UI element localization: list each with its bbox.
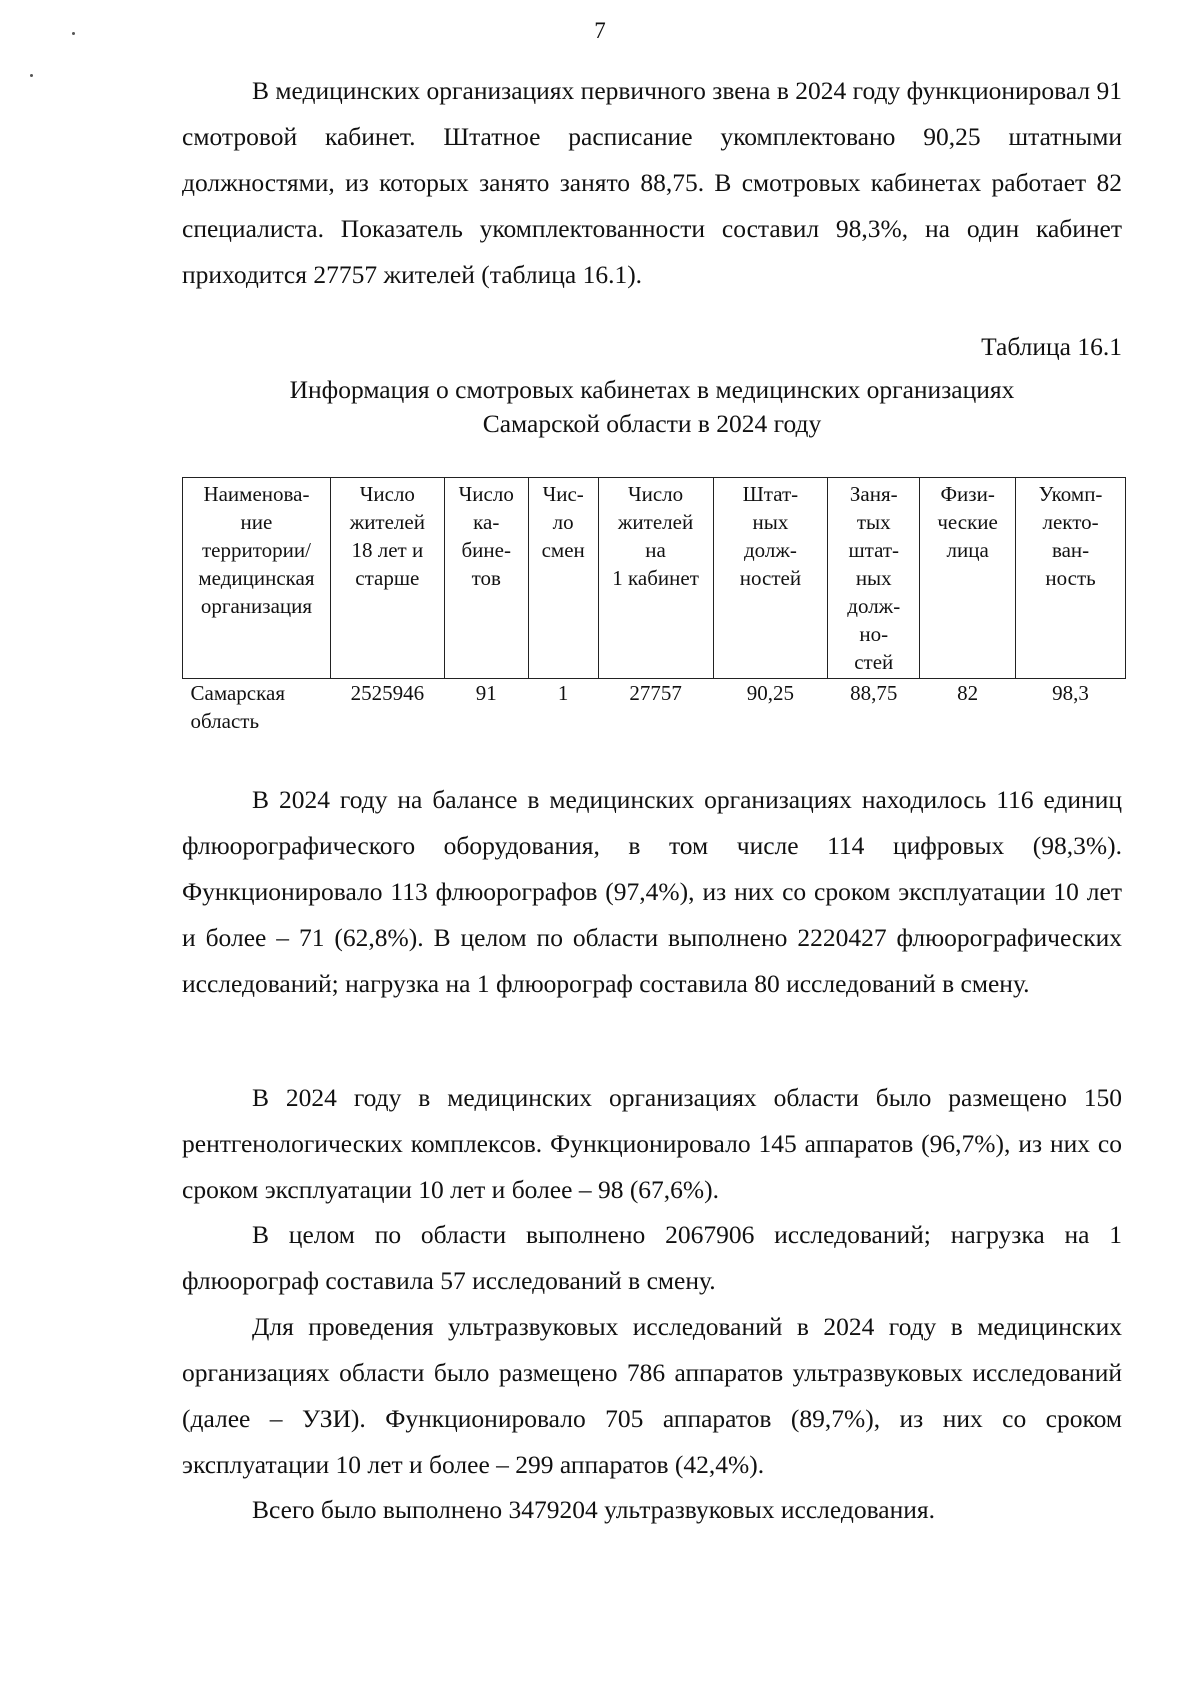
cell-residents-18-plus: 2525946 <box>350 681 425 705</box>
paragraph-screening-rooms: В медицинских организациях первичного звена в 2024 году функционировал 91 смотровой кабинет. Штатное расписание укомплектовано 90,25 штатными должностями, из которых занято занято 88,75. В смотровых кабинетах работает 82 специалиста. Показатель укомплектованности составил 98,3%, на один кабинет приходится 27757 жителей (таблица 16.1). <box>182 76 1122 289</box>
header-residents-per-room: Число жителей на 1 кабинет <box>598 478 713 679</box>
table-number: Таблица 16.1 <box>981 332 1122 361</box>
header-rooms-count: Число ка- бине- тов <box>444 478 528 679</box>
table-header-row <box>183 478 1126 679</box>
table-caption-line: Информация о смотровых кабинетах в медицинских организациях <box>289 375 1015 404</box>
cell-residents-per-room: 27757 <box>629 681 682 705</box>
cell-shifts-count: 1 <box>557 681 569 705</box>
header-territory: Наименова- ние территории/ медицинская организация <box>183 478 331 679</box>
header-staffing-rate: Укомп- лекто- ван- ность <box>1016 478 1126 679</box>
screening-rooms-table <box>182 477 1126 741</box>
header-staff-positions: Штат- ных долж- ностей <box>713 478 828 679</box>
cell-rooms-count: 91 <box>475 681 497 705</box>
header-individuals: Физи- ческие лица <box>920 478 1016 679</box>
cell-individuals: 82 <box>957 681 979 705</box>
paragraph-xray-complexes: В 2024 году в медицинских организациях области было размещено 150 рентгенологических комплексов. Функционировало 145 аппаратов (96,7%), из них со сроком эксплуатации 10 лет и более – 98 (67,6%). <box>182 1083 1122 1204</box>
scan-speck <box>72 32 75 35</box>
page-number: 7 <box>594 18 606 43</box>
paragraph-ultrasound-devices: Для проведения ультразвуковых исследований в 2024 году в медицинских организациях области было размещено 786 аппаратов ультразвуковых исследований (далее – УЗИ). Функционировало 705 аппаратов (89,7%), из них со сроком эксплуатации 10 лет и более – 299 аппаратов (42,4%). <box>182 1312 1122 1479</box>
cell-staff-positions: 90,25 <box>746 681 795 705</box>
cell-territory: Самарская область <box>190 681 285 733</box>
paragraph-fluorography: В 2024 году на балансе в медицинских организациях находилось 116 единиц флюорографического оборудования, в том числе 114 цифровых (98,3%). Функционировало 113 флюорографов (97,4%), из них со сроком эксплуатации 10 лет и более – 71 (62,8%). В целом по области выполнено 2220427 флюорографических исследований; нагрузка на 1 флюорограф составила 80 исследований в смену. <box>182 785 1122 998</box>
paragraph-xray-studies: В целом по области выполнено 2067906 исследований; нагрузка на 1 флюорограф составила 57 исследований в смену. <box>182 1220 1122 1295</box>
table-caption-line: Самарской области в 2024 году <box>482 409 822 438</box>
header-residents-18-plus: Число жителей 18 лет и старше <box>330 478 444 679</box>
table-caption <box>182 373 1122 441</box>
cell-staffing-rate: 98,3 <box>1052 681 1089 705</box>
scan-speck <box>30 74 33 77</box>
header-shifts-count: Чис- ло смен <box>528 478 598 679</box>
paragraph-ultrasound-total: Всего было выполнено 3479204 ультразвуковых исследования. <box>252 1495 935 1524</box>
cell-occupied-positions: 88,75 <box>850 681 898 705</box>
table-row <box>183 679 1126 742</box>
header-occupied-positions: Заня- тых штат- ных долж- но- стей <box>828 478 920 679</box>
